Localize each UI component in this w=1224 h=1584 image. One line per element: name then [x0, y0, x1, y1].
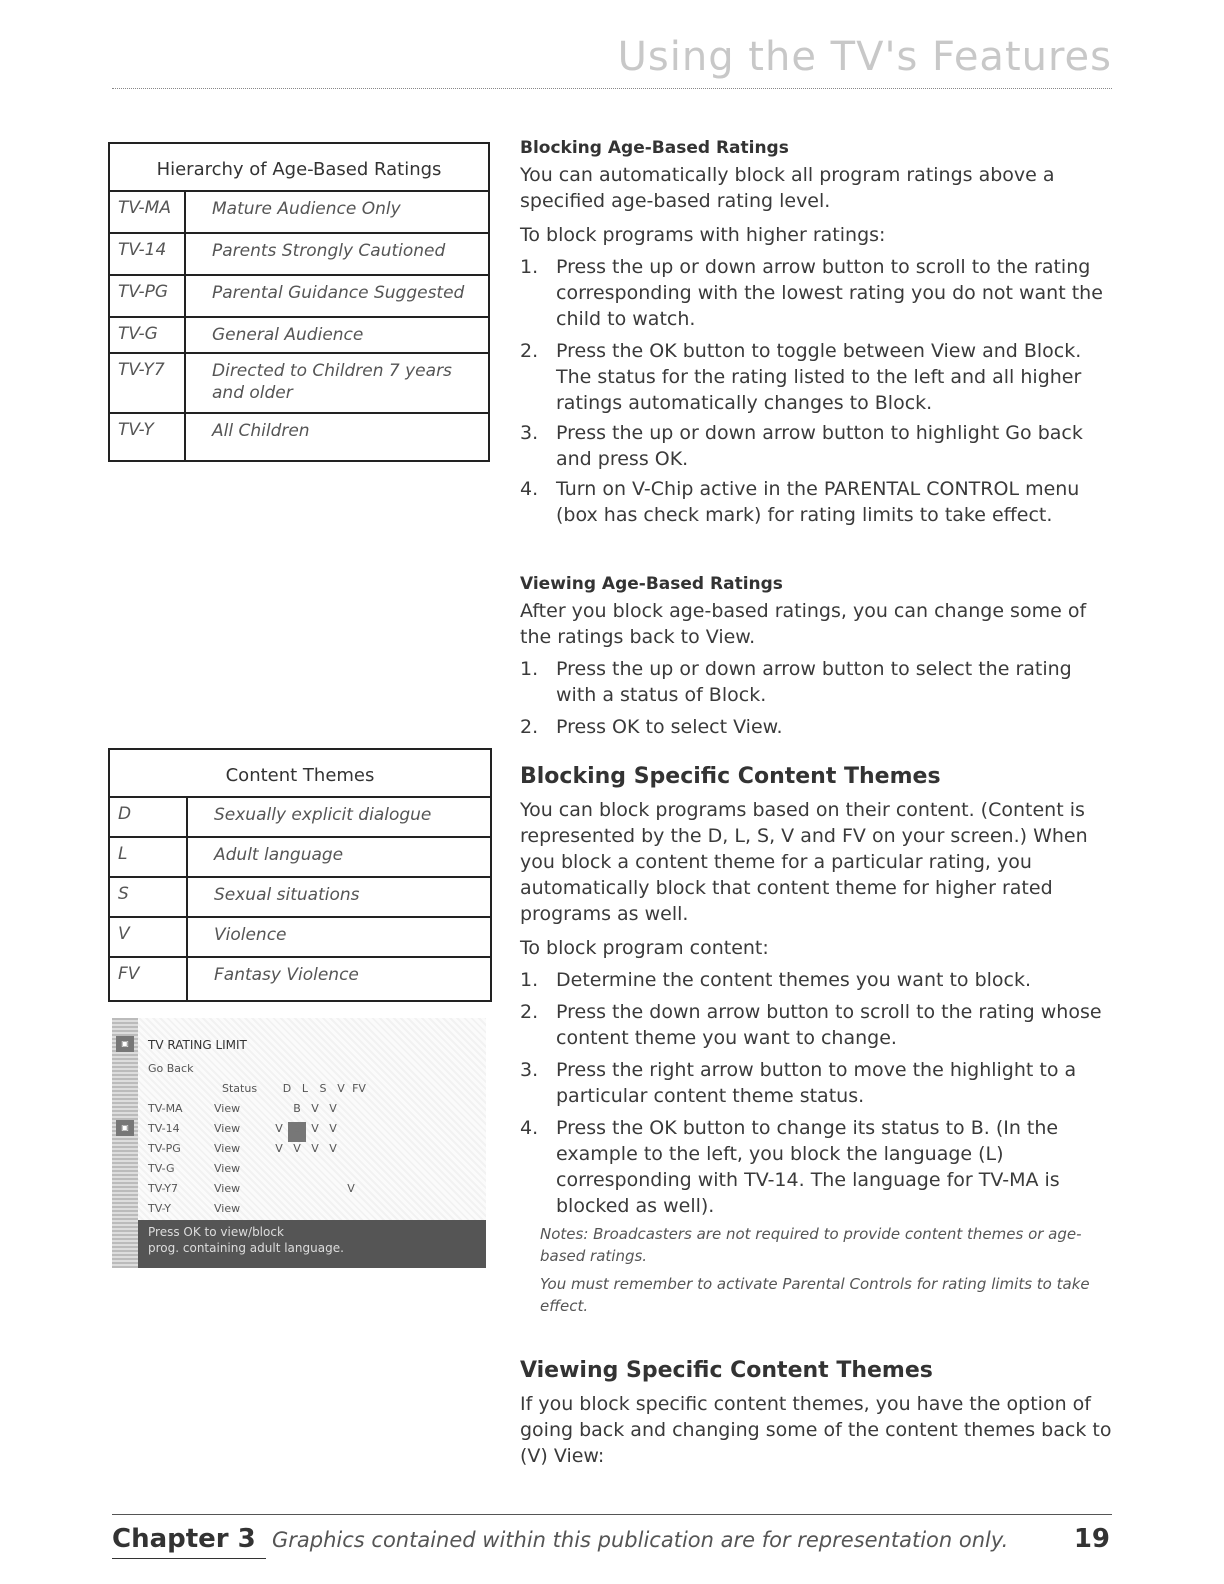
- section-heading: Viewing Age-Based Ratings: [520, 574, 783, 594]
- page-number: 19: [1073, 1524, 1110, 1554]
- section-heading: Blocking Specific Content Themes: [520, 764, 941, 789]
- section-viewing-content: [520, 1358, 1112, 1469]
- rating-desc: Directed to Children 7 years and older: [212, 361, 452, 403]
- tv-grid-cell: [342, 1142, 360, 1162]
- tv-grid-cell: Status: [222, 1082, 258, 1095]
- tv-go-back-item[interactable]: Go Back: [148, 1062, 194, 1075]
- list-item-text: Press the down arrow button to scroll to the rating whose content theme you want to change.: [556, 1001, 1102, 1049]
- tv-grid-cell: [342, 1202, 360, 1222]
- tv-menu-icon: ▣: [116, 1036, 134, 1052]
- theme-code: S: [110, 878, 188, 916]
- tv-grid-cell: View: [214, 1162, 241, 1175]
- theme-desc: Violence: [214, 925, 287, 945]
- list-item-text: Determine the content themes you want to block.: [556, 969, 1032, 991]
- tv-grid-cell: View: [214, 1202, 241, 1215]
- section-heading: Blocking Age-Based Ratings: [520, 138, 789, 158]
- theme-code: FV: [110, 958, 188, 1000]
- age-ratings-table-title: Hierarchy of Age-Based Ratings: [110, 144, 488, 192]
- tv-grid-cell: [288, 1202, 306, 1222]
- tv-grid-cell: TV-G: [148, 1162, 175, 1175]
- tv-grid-cell: View: [214, 1102, 241, 1115]
- tv-grid-cell: [324, 1182, 342, 1202]
- tv-grid-cell: V: [311, 1142, 319, 1155]
- tv-grid-cell: [270, 1202, 288, 1222]
- rating-code: TV-Y: [110, 414, 186, 460]
- tv-grid-cell: [148, 1082, 214, 1102]
- list-item-text: Press the right arrow button to move the highlight to a particular content theme status.: [556, 1059, 1077, 1107]
- tv-grid-cell: [270, 1162, 288, 1182]
- tv-grid-cell: [342, 1102, 360, 1122]
- rating-desc: Mature Audience Only: [212, 199, 401, 219]
- tv-grid-cell: [306, 1202, 324, 1222]
- rating-code: TV-14: [110, 234, 186, 274]
- tv-grid-cell: V: [311, 1122, 319, 1135]
- tv-grid-row[interactable]: [148, 1162, 368, 1182]
- theme-desc: Sexual situations: [214, 885, 360, 905]
- section-blocking-content: [520, 764, 1112, 1317]
- tv-grid-cell: [324, 1162, 342, 1182]
- list-item: 1. Press the up or down arrow button to select the rating with a status of Block.: [520, 658, 1072, 706]
- list-item-text: Turn on V-Chip active in the PARENTAL CONTROL menu (box has check mark) for rating limits to take effect.: [556, 478, 1080, 526]
- tv-grid-cell: [288, 1162, 306, 1182]
- section-viewing-age: [520, 574, 1112, 740]
- tv-grid-cell: TV-MA: [148, 1102, 183, 1115]
- tv-grid-cell: [288, 1182, 306, 1202]
- footer-underline: [112, 1558, 266, 1559]
- rating-code: TV-PG: [110, 276, 186, 316]
- note: Notes: Broadcasters are not required to provide content themes or age-based ratings.: [540, 1225, 1082, 1265]
- tv-grid-row[interactable]: [148, 1102, 368, 1122]
- tv-grid-cell: View: [214, 1182, 241, 1195]
- tv-grid-cell: [306, 1162, 324, 1182]
- tv-grid-cell: [270, 1182, 288, 1202]
- list-item-text: Press the OK button to change its status to B. (In the example to the left, you block the language (L) corresponding with TV-14. The language for TV-MA is blocked as well).: [556, 1117, 1060, 1217]
- tv-grid-cell: [342, 1162, 360, 1182]
- list-item: 1. Press the up or down arrow button to scroll to the rating corresponding with the lowest rating you do not want the child to watch.: [520, 256, 1103, 330]
- list-item-text: Press the up or down arrow button to highlight Go back and press OK.: [556, 422, 1083, 470]
- paragraph: To block programs with higher ratings:: [520, 224, 886, 246]
- tv-grid-cell: L: [301, 1082, 309, 1095]
- page-header-title: Using the TV's Features: [617, 34, 1112, 80]
- rating-code: TV-Y7: [110, 354, 186, 412]
- tv-grid-row[interactable]: [148, 1122, 368, 1142]
- section-heading: Viewing Specific Content Themes: [520, 1358, 933, 1383]
- tv-grid-cell: V: [329, 1142, 337, 1155]
- tv-help-line: prog. containing adult language.: [148, 1241, 344, 1255]
- tv-grid-cell: S: [319, 1082, 327, 1095]
- paragraph: You can block programs based on their content. (Content is represented by the D, L, S, V and FV on your screen.) When you block a content theme for a particular rating, you automatically block that content theme for higher rated programs as well.: [520, 799, 1088, 925]
- list-item-text: Press OK to select View.: [556, 716, 783, 738]
- rating-desc: All Children: [212, 421, 310, 441]
- list-item-text: Press the OK button to toggle between View and Block. The status for the rating listed to the left and all higher ratings automatically changes to Block.: [556, 340, 1082, 414]
- tv-grid-cell: TV-14: [148, 1122, 180, 1135]
- list-item: 2. Press OK to select View.: [520, 716, 783, 738]
- tv-grid-cell: D: [282, 1082, 292, 1095]
- rating-code: TV-G: [110, 318, 186, 352]
- tv-grid-cell: V: [347, 1182, 355, 1195]
- section-blocking-age: [520, 138, 1112, 528]
- rating-desc: Parents Strongly Cautioned: [212, 241, 446, 261]
- tv-grid-cell: View: [214, 1142, 241, 1155]
- note: You must remember to activate Parental Controls for rating limits to take effect.: [540, 1275, 1090, 1315]
- list-item: 2. Press the OK button to toggle between View and Block. The status for the rating listed to the left and all higher ratings automatically changes to Block.: [520, 340, 1082, 414]
- content-themes-table-title: Content Themes: [110, 750, 490, 798]
- tv-menu-icon: ▣: [116, 1120, 134, 1136]
- tv-screen-title: TV RATING LIMIT: [148, 1038, 247, 1052]
- tv-grid-cell: V: [293, 1142, 301, 1155]
- tv-grid-cell: V: [311, 1102, 319, 1115]
- tv-grid-cell: TV-PG: [148, 1142, 181, 1155]
- list-item: 3. Press the right arrow button to move the highlight to a particular content theme status.: [520, 1059, 1077, 1107]
- tv-help-line: Press OK to view/block: [148, 1225, 284, 1239]
- tv-grid-cell: V: [275, 1122, 283, 1135]
- tv-grid-cell: TV-Y7: [148, 1182, 178, 1195]
- paragraph: If you block specific content themes, you have the option of going back and changing some of the content themes back to (V) View:: [520, 1393, 1112, 1467]
- age-ratings-table: [108, 142, 490, 462]
- footer-chapter: Chapter 3: [112, 1524, 256, 1554]
- theme-code: D: [110, 798, 188, 836]
- tv-grid-row[interactable]: [148, 1142, 368, 1162]
- list-item-text: Press the up or down arrow button to select the rating with a status of Block.: [556, 658, 1072, 706]
- step-list: [520, 967, 1112, 1219]
- paragraph: You can automatically block all program ratings above a specified age-based rating level.: [520, 164, 1055, 212]
- tv-grid-cell: [270, 1102, 288, 1122]
- footer-disclaimer: Graphics contained within this publication are for representation only.: [272, 1528, 1009, 1552]
- footer-rule: [112, 1514, 1112, 1515]
- tv-grid-cell: TV-Y: [148, 1202, 171, 1215]
- header-rule: [112, 88, 1112, 89]
- tv-grid-cell: [342, 1122, 360, 1142]
- paragraph: After you block age-based ratings, you can change some of the ratings back to View.: [520, 600, 1087, 648]
- theme-code: V: [110, 918, 188, 956]
- theme-code: L: [110, 838, 188, 876]
- tv-grid-cell: V: [275, 1142, 283, 1155]
- tv-grid-cell: [324, 1202, 342, 1222]
- step-list: [520, 254, 1112, 528]
- list-item: 1. Determine the content themes you want to block.: [520, 969, 1032, 991]
- theme-desc: Adult language: [214, 845, 344, 865]
- theme-desc: Sexually explicit dialogue: [214, 805, 432, 825]
- tv-grid-cell: View: [214, 1122, 241, 1135]
- tv-grid-cell: V: [329, 1102, 337, 1115]
- rating-code: TV-MA: [110, 192, 186, 232]
- paragraph: To block program content:: [520, 937, 769, 959]
- tv-rating-limit-screen: [112, 1018, 486, 1268]
- tv-grid-row[interactable]: [148, 1202, 368, 1222]
- list-item: 3. Press the up or down arrow button to highlight Go back and press OK.: [520, 422, 1083, 470]
- tv-ratings-grid: [148, 1082, 368, 1222]
- tv-grid-row[interactable]: [148, 1182, 368, 1202]
- content-themes-table: [108, 748, 492, 1002]
- rating-desc: General Audience: [212, 325, 364, 345]
- step-list: [520, 656, 1112, 740]
- tv-grid-cell: FV: [352, 1082, 366, 1095]
- list-item: 4. Turn on V-Chip active in the PARENTAL CONTROL menu (box has check mark) for rating limits to take effect.: [520, 478, 1080, 526]
- list-item-text: Press the up or down arrow button to scroll to the rating corresponding with the lowest rating you do not want the child to watch.: [556, 256, 1103, 330]
- list-item: 4. Press the OK button to change its status to B. (In the example to the left, you block the language (L) corresponding with TV-14. The language for TV-MA is blocked as well).: [520, 1117, 1060, 1217]
- tv-grid-cell: [306, 1182, 324, 1202]
- tv-grid-cell: V: [329, 1122, 337, 1135]
- tv-grid-header: [148, 1082, 368, 1102]
- tv-grid-cell: B: [293, 1102, 301, 1115]
- list-item: 2. Press the down arrow button to scroll to the rating whose content theme you want to change.: [520, 1001, 1102, 1049]
- tv-grid-cell: V: [337, 1082, 345, 1095]
- tv-menu-sidebar: [112, 1018, 138, 1268]
- theme-desc: Fantasy Violence: [214, 965, 359, 985]
- tv-help-message: [138, 1220, 486, 1268]
- tv-grid-cell-highlighted[interactable]: B: [288, 1122, 306, 1142]
- rating-desc: Parental Guidance Suggested: [212, 283, 465, 303]
